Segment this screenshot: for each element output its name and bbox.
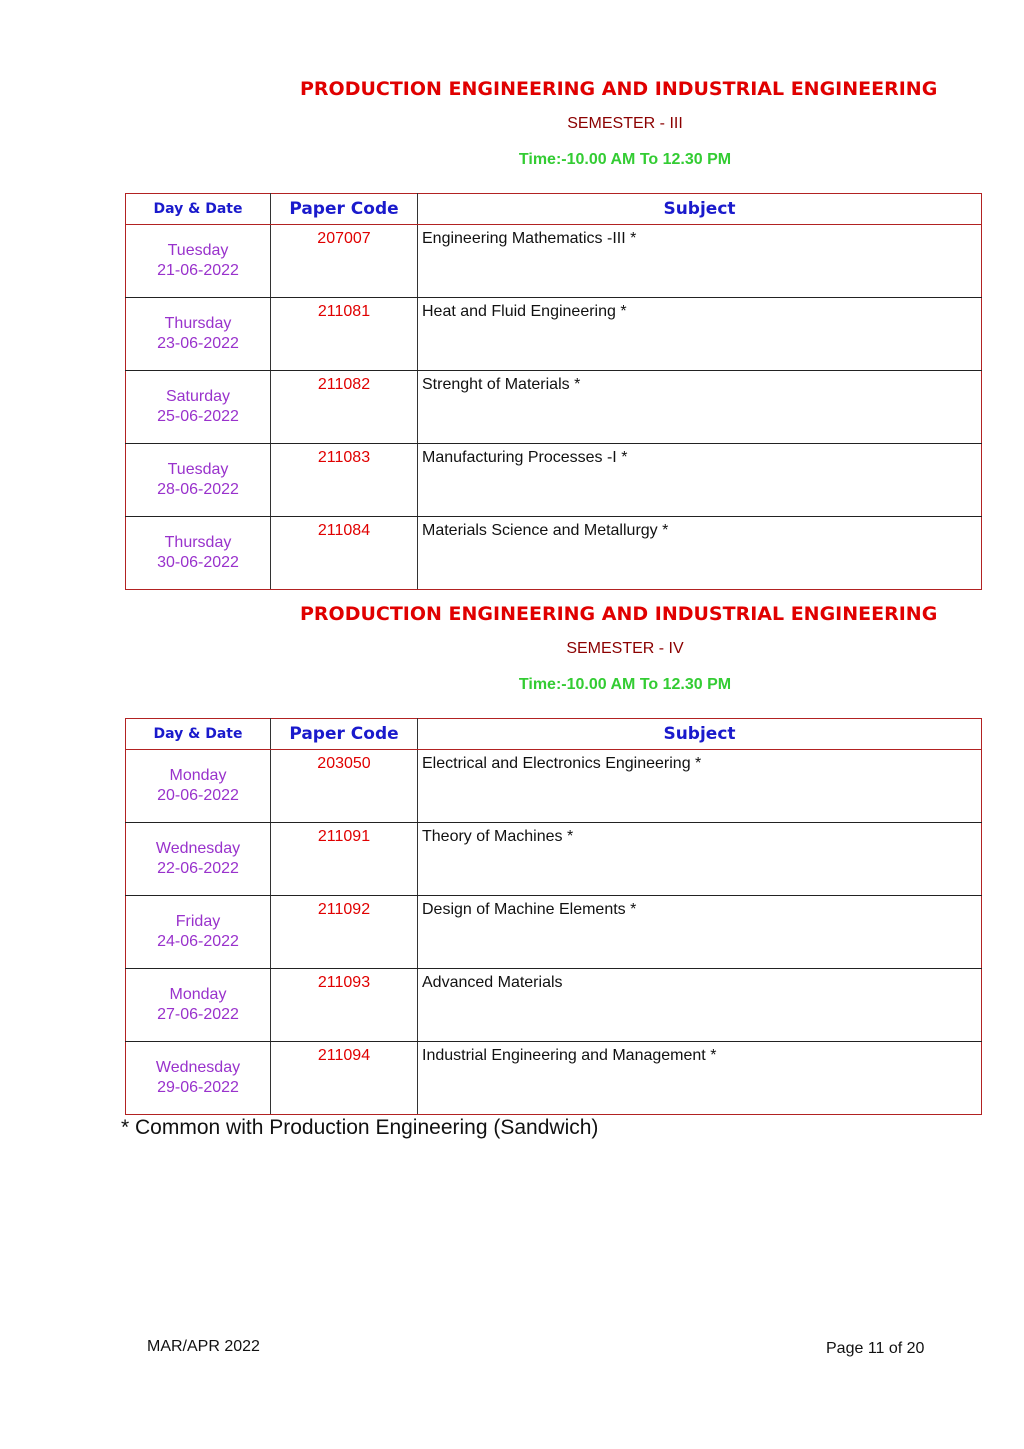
date: 23-06-2022 <box>157 335 239 352</box>
subject: Design of Machine Elements * <box>418 896 982 969</box>
paper-code: 207007 <box>271 225 418 298</box>
header-subject: Subject <box>418 719 982 750</box>
subject: Advanced Materials <box>418 969 982 1042</box>
semester-label: SEMESTER - III <box>567 115 683 132</box>
subject: Industrial Engineering and Management * <box>418 1042 982 1115</box>
day-date-cell <box>126 969 271 1042</box>
day: Monday <box>169 986 227 1003</box>
subject: Electrical and Electronics Engineering * <box>418 750 982 823</box>
subject: Manufacturing Processes -I * <box>418 444 982 517</box>
day-date-cell <box>126 896 271 969</box>
subject: Materials Science and Metallurgy * <box>418 517 982 590</box>
paper-code: 211093 <box>271 969 418 1042</box>
date: 21-06-2022 <box>157 262 239 279</box>
paper-code: 211084 <box>271 517 418 590</box>
day: Monday <box>169 767 227 784</box>
footnote: * Common with Production Engineering (Sandwich) <box>121 1116 599 1139</box>
subject: Strenght of Materials * <box>418 371 982 444</box>
day-date-cell <box>126 298 271 371</box>
day: Thursday <box>164 315 232 332</box>
paper-code: 211094 <box>271 1042 418 1115</box>
paper-code: 211092 <box>271 896 418 969</box>
day-date-cell <box>126 750 271 823</box>
day-date-cell <box>126 225 271 298</box>
day: Tuesday <box>167 242 229 259</box>
header-day-date: Day & Date <box>126 719 271 750</box>
table-header-row <box>126 719 982 750</box>
day-date-cell <box>126 823 271 896</box>
date: 28-06-2022 <box>157 481 239 498</box>
day-date-cell <box>126 371 271 444</box>
table-row <box>126 823 982 896</box>
header-paper-code: Paper Code <box>271 719 418 750</box>
exam-time: Time:-10.00 AM To 12.30 PM <box>518 676 732 693</box>
day: Friday <box>175 913 221 930</box>
subject: Theory of Machines * <box>418 823 982 896</box>
date: 30-06-2022 <box>157 554 239 571</box>
paper-code: 211082 <box>271 371 418 444</box>
subject: Engineering Mathematics -III * <box>418 225 982 298</box>
day: Saturday <box>165 388 231 405</box>
exam-time: Time:-10.00 AM To 12.30 PM <box>518 151 732 168</box>
day: Thursday <box>164 534 232 551</box>
day-date-cell <box>126 517 271 590</box>
date: 22-06-2022 <box>157 860 239 877</box>
schedule-table <box>125 718 982 1115</box>
date: 20-06-2022 <box>157 787 239 804</box>
day-date-cell <box>126 444 271 517</box>
day-date-cell <box>126 1042 271 1115</box>
schedule-table <box>125 193 982 590</box>
table-row <box>126 896 982 969</box>
day: Wednesday <box>155 1059 241 1076</box>
header-subject: Subject <box>418 194 982 225</box>
paper-code: 211081 <box>271 298 418 371</box>
table-row <box>126 517 982 590</box>
page-number: Page 11 of 20 <box>826 1340 925 1357</box>
table-row <box>126 1042 982 1115</box>
date: 29-06-2022 <box>157 1079 239 1096</box>
section-title: PRODUCTION ENGINEERING AND INDUSTRIAL ENGINEERING <box>300 603 938 625</box>
paper-code: 211083 <box>271 444 418 517</box>
table-row <box>126 750 982 823</box>
table-header-row <box>126 194 982 225</box>
table-row <box>126 298 982 371</box>
day: Tuesday <box>167 461 229 478</box>
table-row <box>126 225 982 298</box>
table-row <box>126 371 982 444</box>
date: 27-06-2022 <box>157 1006 239 1023</box>
table-row <box>126 444 982 517</box>
paper-code: 211091 <box>271 823 418 896</box>
table-row <box>126 969 982 1042</box>
footer-session: MAR/APR 2022 <box>147 1338 260 1355</box>
date: 25-06-2022 <box>157 408 239 425</box>
semester-label: SEMESTER - IV <box>566 640 684 657</box>
section-title: PRODUCTION ENGINEERING AND INDUSTRIAL ENGINEERING <box>300 78 938 100</box>
header-paper-code: Paper Code <box>271 194 418 225</box>
subject: Heat and Fluid Engineering * <box>418 298 982 371</box>
paper-code: 203050 <box>271 750 418 823</box>
day: Wednesday <box>155 840 241 857</box>
date: 24-06-2022 <box>157 933 239 950</box>
header-day-date: Day & Date <box>126 194 271 225</box>
